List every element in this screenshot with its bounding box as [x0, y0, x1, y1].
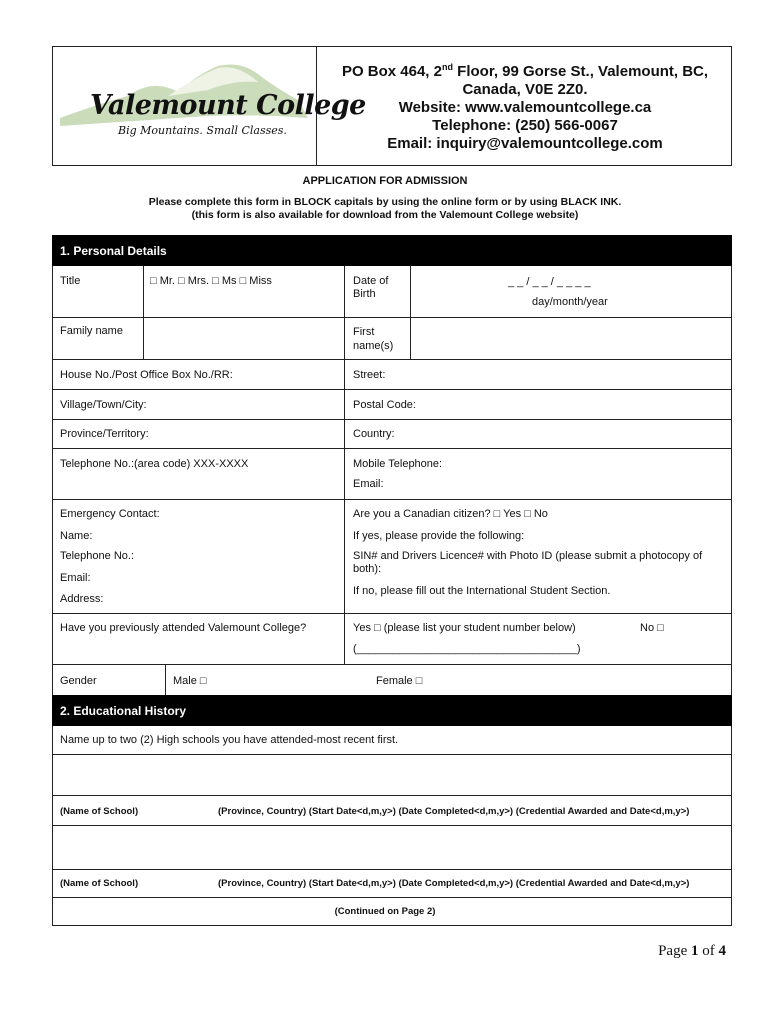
column-divider	[344, 266, 345, 664]
previously-attended-yes[interactable]: Yes □ (please list your student number below)	[353, 622, 576, 634]
address-line-1: PO Box 464, 2nd Floor, 99 Gorse St., Valemount, BC,	[341, 62, 709, 80]
canadian-citizen-question[interactable]: Are you a Canadian citizen? □ Yes □ No	[353, 508, 548, 520]
gender-label: Gender	[60, 675, 97, 687]
province-label: Province/Territory:	[60, 428, 149, 440]
school-1-name-label: (Name of School)	[60, 806, 139, 817]
school-2-name-label: (Name of School)	[60, 878, 139, 889]
page-number: Page 1 of 4	[658, 943, 726, 959]
school-1-entry-field[interactable]	[53, 755, 731, 794]
street-label: Street:	[353, 369, 386, 381]
continued-note: (Continued on Page 2)	[334, 906, 436, 917]
village-label: Village/Town/City:	[60, 399, 147, 411]
dob-label-2: Birth	[353, 288, 376, 300]
college-logo	[58, 56, 366, 156]
sin-licence-instructions: SIN# and Drivers Licence# with Photo ID (please submit a photocopy of both):	[353, 550, 703, 575]
row-divider	[52, 419, 732, 420]
title-label: Title	[60, 275, 81, 287]
college-address-block	[320, 58, 730, 153]
dob-blank[interactable]: _ _ / _ _ / _ _ _ _	[508, 276, 591, 288]
family-name-field[interactable]	[144, 318, 344, 359]
instructions-line-2: (this form is also available for download from the Valemount College website)	[191, 209, 579, 221]
first-names-label-1: First	[353, 326, 375, 338]
first-names-field[interactable]	[411, 318, 731, 359]
previously-attended-no[interactable]: No □	[640, 622, 664, 634]
section-2-header	[52, 695, 732, 726]
dob-label-1: Date of	[353, 275, 389, 287]
form-title: APPLICATION FOR ADMISSION	[302, 175, 468, 187]
instructions-line-1: Please complete this form in BLOCK capitals by using the online form or by using BLACK INK.	[148, 196, 622, 208]
row-divider	[52, 448, 732, 449]
student-number-blank[interactable]: (____________________________________)	[353, 643, 581, 655]
title-options[interactable]: □ Mr. □ Mrs. □ Ms □ Miss	[150, 275, 272, 287]
row-divider	[52, 795, 732, 796]
dob-format: day/month/year	[532, 296, 608, 308]
first-names-label-2: name(s)	[353, 340, 394, 352]
row-divider	[52, 613, 732, 614]
school-2-details-label: (Province, Country) (Start Date<d,m,y>) (Date Completed<d,m,y>) (Credential Awarded and Date<d,m,y>)	[218, 878, 690, 889]
row-divider	[52, 897, 732, 898]
emergency-name-label: Name:	[60, 530, 93, 542]
emergency-telephone-label: Telephone No.:	[60, 550, 134, 562]
section-2-heading: 2. Educational History	[60, 704, 187, 718]
mobile-telephone-label: Mobile Telephone:	[353, 458, 443, 470]
emergency-address-label: Address:	[60, 593, 104, 605]
section-1-heading: 1. Personal Details	[60, 244, 167, 258]
school-2-entry-field[interactable]	[53, 826, 731, 868]
address-line-2: Canada, V0E 2Z0.	[462, 81, 588, 98]
education-instruction: Name up to two (2) High schools you have attended-most recent first.	[60, 734, 399, 746]
website-text: Website: www.valemountcollege.ca	[398, 99, 652, 116]
telephone-label: Telephone No.:(area code) XXX-XXXX	[60, 458, 249, 470]
emergency-contact-label: Emergency Contact:	[60, 508, 160, 520]
citizen-no-instructions: If no, please fill out the International Student Section.	[353, 585, 611, 597]
gender-female-option[interactable]: Female □	[376, 675, 423, 687]
gender-male-option[interactable]: Male □	[173, 675, 207, 687]
emergency-email-label: Email:	[60, 572, 91, 584]
postal-code-label: Postal Code:	[353, 399, 416, 411]
section-1-header	[52, 235, 732, 266]
row-divider	[52, 664, 732, 665]
logo-wordmark: Valemount College	[90, 90, 366, 121]
email-text: Email: inquiry@valemountcollege.com	[387, 135, 663, 152]
citizen-yes-instructions: If yes, please provide the following:	[353, 530, 525, 542]
row-divider	[52, 499, 732, 500]
school-1-details-label: (Province, Country) (Start Date<d,m,y>) (Date Completed<d,m,y>) (Credential Awarded and Date<d,m,y>)	[218, 806, 690, 817]
family-name-label: Family name	[60, 325, 123, 337]
house-number-label: House No./Post Office Box No./RR:	[60, 369, 233, 381]
email-label: Email:	[353, 478, 384, 490]
logo-tagline: Big Mountains. Small Classes.	[118, 124, 287, 137]
row-divider	[52, 389, 732, 390]
column-divider	[165, 664, 166, 695]
country-label: Country:	[353, 428, 395, 440]
telephone-text: Telephone: (250) 566-0067	[432, 117, 618, 134]
previously-attended-question: Have you previously attended Valemount College?	[60, 622, 307, 634]
row-divider	[52, 869, 732, 870]
row-divider	[52, 359, 732, 360]
